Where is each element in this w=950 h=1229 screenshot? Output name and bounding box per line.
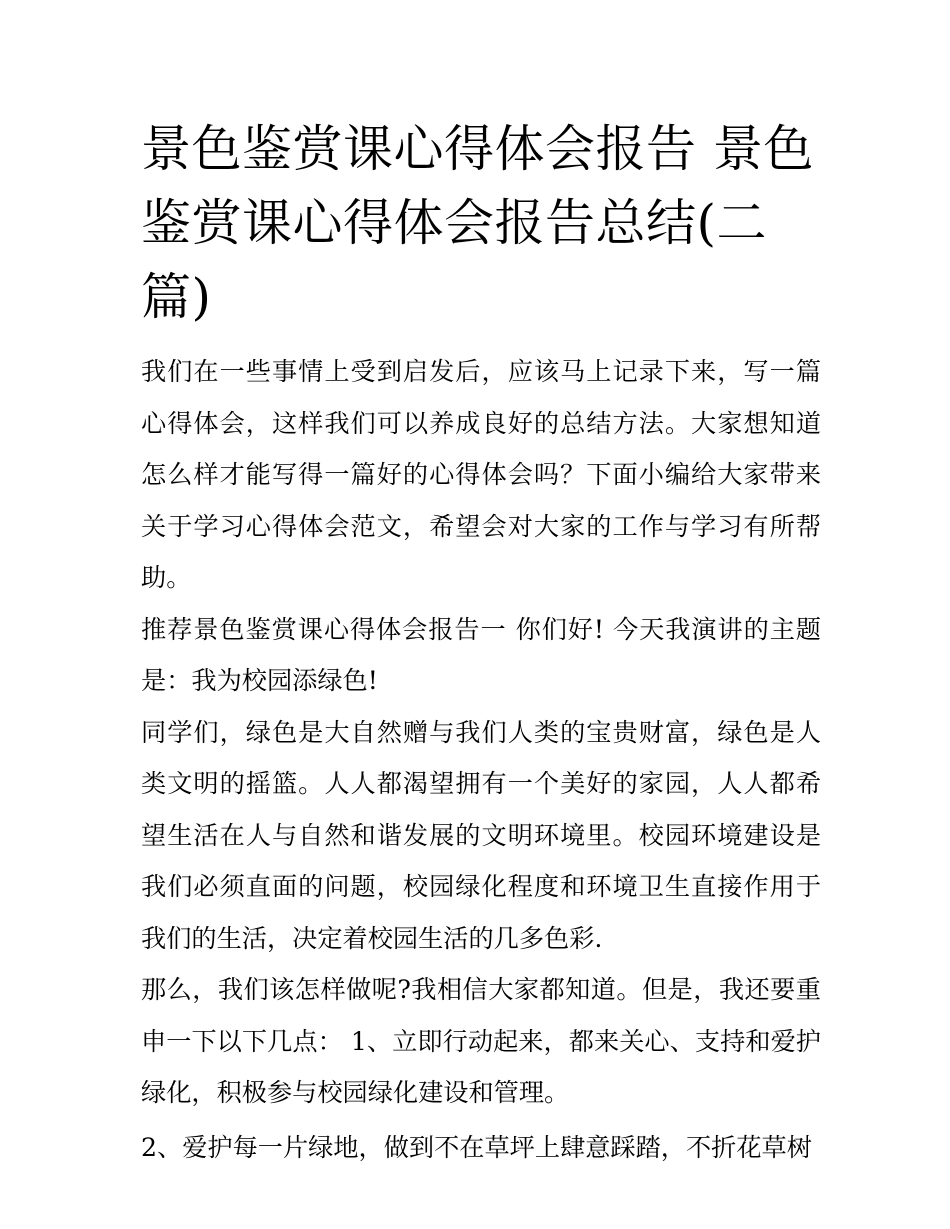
paragraph-protect-greenery: 2、爱护每一片绿地，做到不在草坪上肆意踩踏，不折花草树 bbox=[141, 1132, 812, 1162]
document-content bbox=[141, 112, 821, 1173]
paragraph-green-importance: 同学们，绿色是大自然赠与我们人类的宝贵财富，绿色是人类文明的摇篮。人人都渴望拥有一个美好的家园，人人都希望生活在人与自然和谐发展的文明环境里。校园环境建设是我们必须直面的问题，校园绿化程度和环境卫生直接作用于我们的生活，决定着校园生活的几多色彩. bbox=[141, 717, 821, 953]
paragraph-action-points: 那么，我们该怎样做呢?我相信大家都知道。但是，我还要重申一下以下几点： 1、立即行动起来，都来关心、支持和爱护绿化，积极参与校园绿化建设和管理。 bbox=[141, 975, 821, 1107]
paragraph-intro: 我们在一些事情上受到启发后，应该马上记录下来，写一篇心得体会，这样我们可以养成良好的总结方法。大家想知道怎么样才能写得一篇好的心得体会吗？下面小编给大家带来关于学习心得体会范文，希望会对大家的工作与学习有所帮助。 bbox=[141, 357, 821, 592]
document-title: 景色鉴赏课心得体会报告 景色鉴赏课心得体会报告总结(二篇) bbox=[141, 120, 814, 326]
paragraph-speech-opening: 推荐景色鉴赏课心得体会报告一 你们好! 今天我演讲的主题是：我为校园添绿色! bbox=[141, 614, 821, 695]
